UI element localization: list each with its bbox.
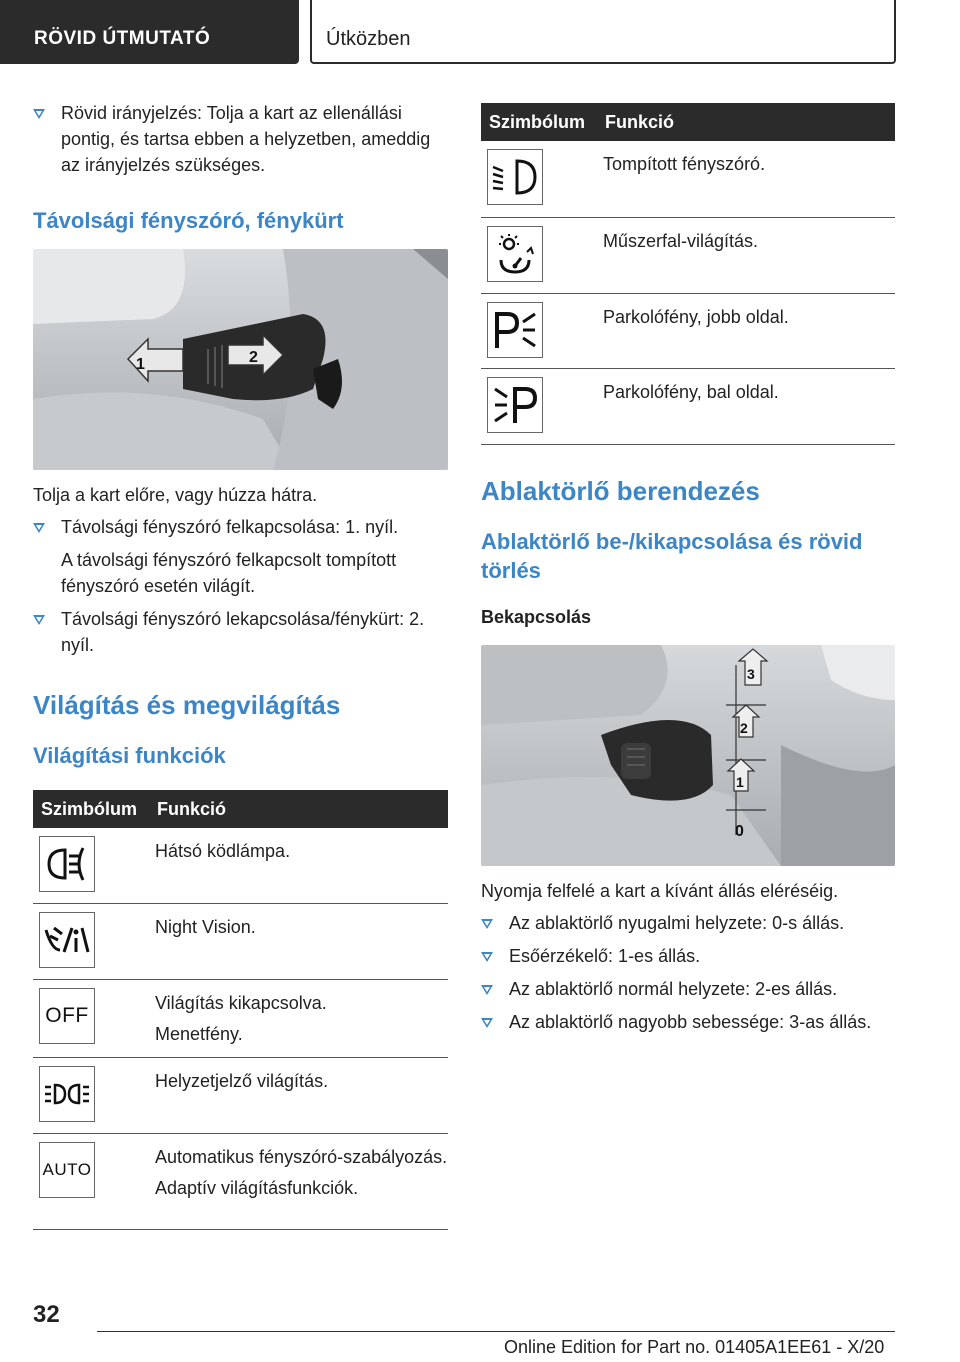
col-function: Funkció	[599, 103, 895, 141]
table-row	[481, 293, 895, 368]
table-row	[33, 1133, 448, 1229]
left-column	[33, 100, 448, 1230]
function-text: Adaptív világításfunkciók.	[155, 1177, 359, 1198]
indent-high-beam-note: A távolsági fényszóró felkapcsolt tompított fényszóró esetén világít.	[61, 550, 397, 596]
parking-left-icon	[487, 377, 543, 433]
auto-icon: AUTO	[39, 1142, 95, 1198]
footer-edition: Online Edition for Part no. 01405A1EE61 - X/20	[504, 1337, 885, 1357]
table-row	[33, 828, 448, 903]
bullet-wiper-0: Az ablaktörlő nyugalmi helyzete: 0-s állás.	[481, 910, 895, 936]
chapter-box	[310, 0, 896, 64]
function-text: Műszerfal-világítás.	[603, 230, 759, 251]
table-row	[481, 141, 895, 217]
heading-high-beam: Távolsági fényszóró, fénykürt	[33, 208, 344, 233]
bullet-high-beam-on: Távolsági fényszóró felkapcsolása: 1. nyíl.	[33, 514, 448, 540]
col-function: Funkció	[151, 790, 448, 828]
col-symbol: Szimbólum	[33, 790, 151, 828]
subheading-wiper: Ablaktörlő be-/kikapcsolása és rövid törlés	[481, 528, 863, 583]
bullet-triangle-icon	[481, 1018, 493, 1028]
section-tab	[0, 0, 299, 64]
table-row	[481, 368, 895, 444]
section-title: RÖVID ÚTMUTATÓ	[34, 28, 211, 49]
lighting-symbol-table-cont	[481, 103, 895, 445]
wiper-label-2: 2	[740, 719, 748, 736]
table-header-row	[33, 790, 448, 828]
bullet-triangle-icon	[33, 523, 45, 533]
bullet-triangle-icon	[481, 985, 493, 995]
heading-wiper: Ablaktörlő berendezés	[481, 475, 760, 506]
wiper-label-1: 1	[736, 773, 744, 790]
wiper-label-3: 3	[747, 665, 755, 682]
subheading-lighting-functions: Világítási funkciók	[33, 743, 226, 768]
high-beam-lever-photo	[33, 249, 448, 470]
label-switch-on: Bekapcsolás	[481, 606, 592, 627]
instrument-lighting-icon	[487, 226, 543, 282]
night-vision-icon	[39, 912, 95, 968]
parking-right-icon	[487, 302, 543, 358]
bullet-high-beam-off: Távolsági fényszóró lekapcsolása/fénykürt: 2. nyíl.	[33, 606, 448, 658]
low-beam-icon	[487, 149, 543, 205]
arrow-label-2: 2	[249, 349, 258, 366]
function-text: Hátsó ködlámpa.	[155, 841, 291, 861]
function-text: Világítás kikapcsolva.	[155, 992, 327, 1013]
function-text: Menetfény.	[155, 1023, 243, 1044]
heading-lighting: Világítás és megvilágítás	[33, 690, 341, 720]
function-text: Night Vision.	[155, 916, 256, 937]
function-text: Parkolófény, jobb oldal.	[603, 306, 789, 327]
bullet-triangle-icon	[33, 615, 45, 625]
bullet-wiper-2: Az ablaktörlő normál helyzete: 2-es állás.	[481, 976, 895, 1002]
footer-divider	[97, 1331, 895, 1332]
table-header-row	[481, 103, 895, 141]
table-row	[33, 903, 448, 979]
bullet-wiper-1: Esőérzékelő: 1-es állás.	[481, 943, 895, 969]
bullet-triangle-icon	[481, 919, 493, 929]
off-icon: OFF	[39, 988, 95, 1044]
page-number: 32	[33, 1301, 60, 1328]
right-column	[481, 103, 895, 1042]
chapter-title: Útközben	[326, 28, 411, 50]
rear-fog-lamp-icon	[39, 836, 95, 892]
function-text: Parkolófény, bal oldal.	[603, 381, 779, 402]
function-text: Helyzetjelző világítás.	[155, 1070, 329, 1091]
function-text: Automatikus fényszóró-szabályozás.	[155, 1146, 448, 1167]
wiper-lever-photo	[481, 645, 895, 866]
parking-lights-icon	[39, 1066, 95, 1122]
bullet-wiper-3: Az ablaktörlő nagyobb sebessége: 3-as állás.	[481, 1009, 895, 1035]
table-row	[481, 217, 895, 293]
bullet-triangle-icon	[33, 109, 45, 119]
arrow-label-1: 1	[136, 356, 145, 373]
text-push-up: Nyomja felfelé a kart a kívánt állás eléréséig.	[481, 880, 839, 901]
bullet-triangle-icon	[481, 952, 493, 962]
text-push-pull: Tolja a kart előre, vagy húzza hátra.	[33, 485, 318, 505]
wiper-label-0: 0	[735, 822, 744, 840]
bullet-short-signal: Rövid irányjelzés: Tolja a kart az ellenállási pontig, és tartsa ebben a helyzetben, ameddig az irányjelzés szükséges.	[33, 100, 448, 178]
col-symbol: Szimbólum	[481, 103, 599, 141]
table-row	[33, 1057, 448, 1133]
table-row	[33, 979, 448, 1057]
function-text: Tompított fényszóró.	[603, 154, 766, 174]
lighting-symbol-table	[33, 790, 448, 1230]
